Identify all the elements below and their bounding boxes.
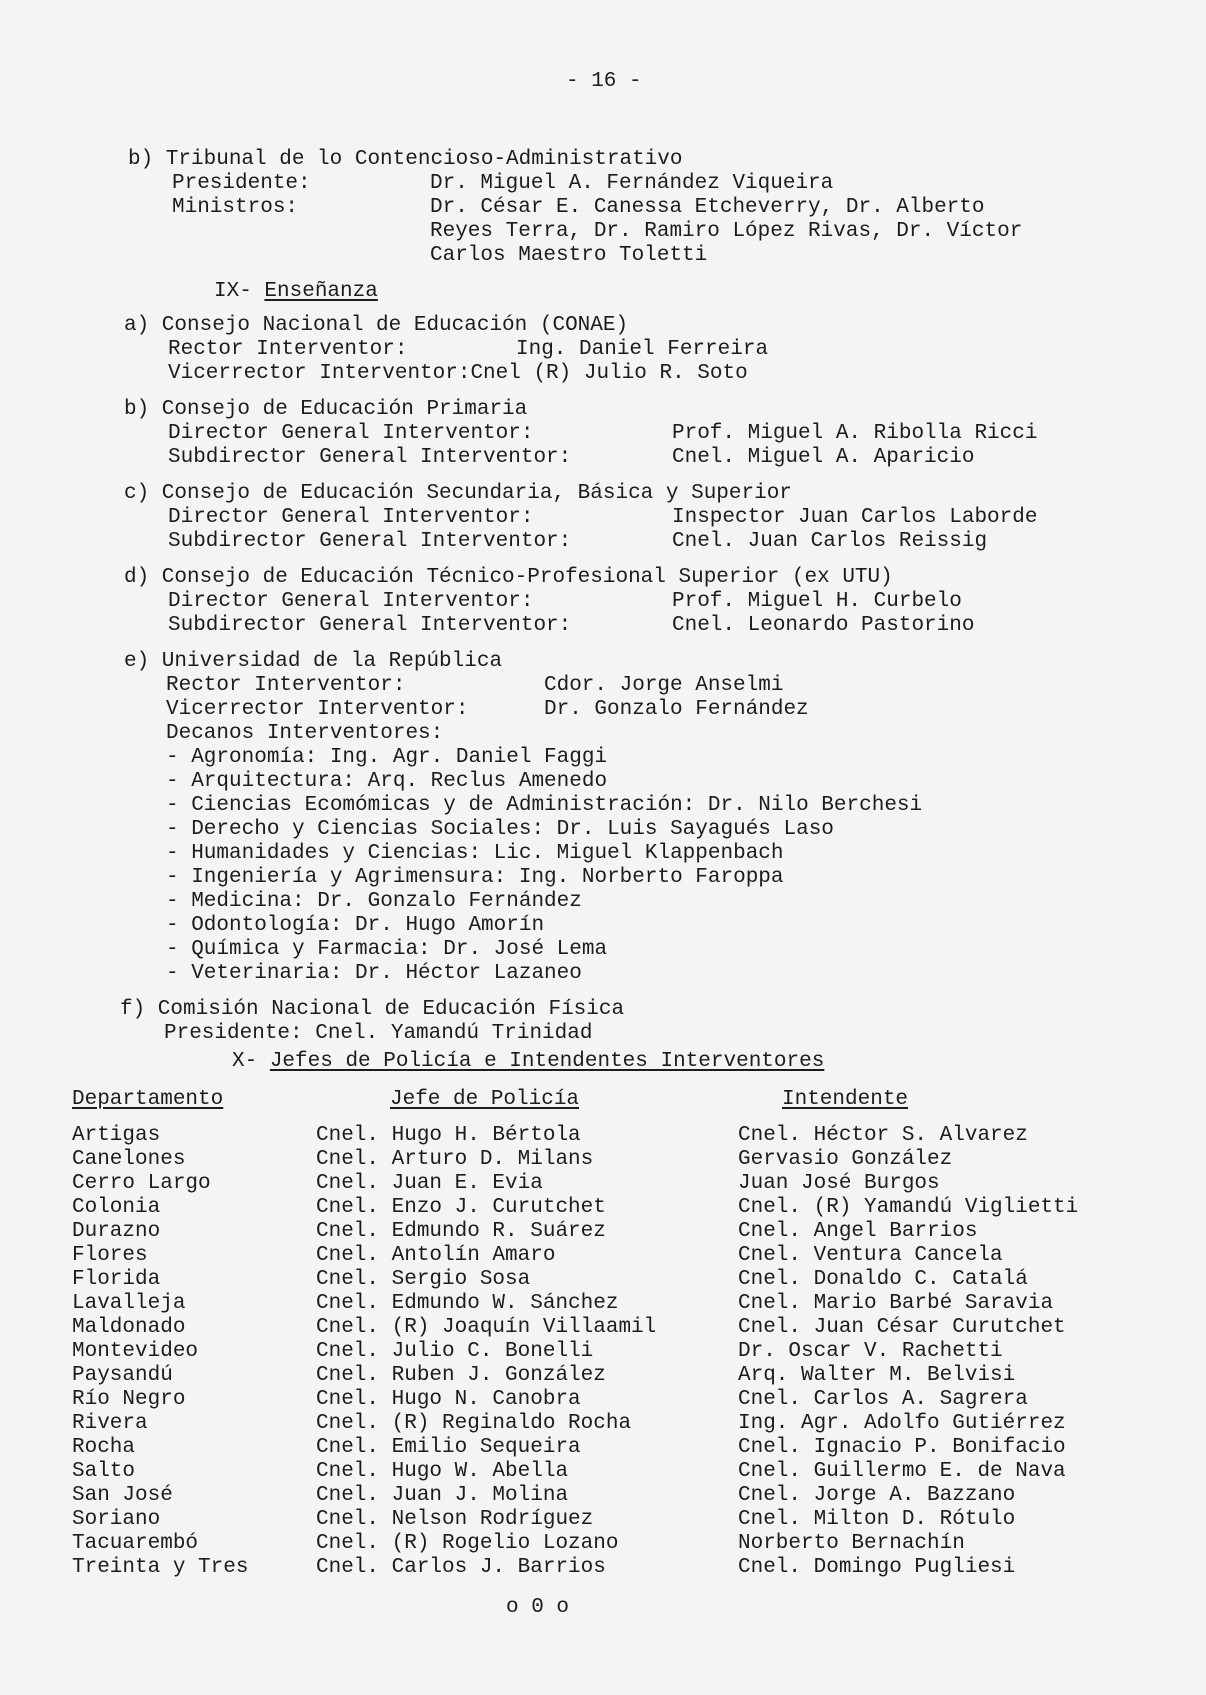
departamento-cell: Colonia: [72, 1196, 161, 1219]
jefes-heading-prefix: X-: [232, 1050, 258, 1073]
tribunal-ministros-line: Carlos Maestro Toletti: [430, 244, 708, 267]
decano-item: - Medicina: Dr. Gonzalo Fernández: [166, 890, 582, 913]
decano-item: - Ingeniería y Agrimensura: Ing. Norberto Faroppa: [166, 866, 784, 889]
jefe-cell: Cnel. Hugo H. Bértola: [316, 1124, 581, 1147]
departamento-cell: Montevideo: [72, 1340, 199, 1363]
departamento-cell: Durazno: [72, 1220, 161, 1243]
jefe-cell: Cnel. Edmundo W. Sánchez: [316, 1292, 619, 1315]
intendente-cell: Juan José Burgos: [738, 1172, 940, 1195]
intendente-cell: Cnel. Jorge A. Bazzano: [738, 1484, 1016, 1507]
tribunal-ministros-line: Reyes Terra, Dr. Ramiro López Rivas, Dr. Víctor: [430, 220, 1023, 243]
departamento-cell: Lavalleja: [72, 1292, 186, 1315]
departamento-cell: Cerro Largo: [72, 1172, 211, 1195]
universidad-title: e) Universidad de la República: [124, 650, 503, 673]
decano-item: - Química y Farmacia: Dr. José Lema: [166, 938, 608, 961]
col-header-departamento: Departamento: [72, 1088, 224, 1111]
intendente-cell: Gervasio González: [738, 1148, 953, 1171]
primaria-title: b) Consejo de Educación Primaria: [124, 398, 528, 421]
intendente-cell: Arq. Walter M. Belvisi: [738, 1364, 1016, 1387]
departamento-cell: Treinta y Tres: [72, 1556, 249, 1579]
intendente-cell: Norberto Bernachín: [738, 1532, 965, 1555]
intendente-cell: Cnel. Héctor S. Alvarez: [738, 1124, 1028, 1147]
decano-item: - Agronomía: Ing. Agr. Daniel Faggi: [166, 746, 608, 769]
intendente-cell: Cnel. Ventura Cancela: [738, 1244, 1003, 1267]
tribunal-presidente-label: Presidente:: [172, 172, 311, 195]
jefe-cell: Cnel. Arturo D. Milans: [316, 1148, 594, 1171]
jefe-cell: Cnel. Hugo N. Canobra: [316, 1388, 581, 1411]
jefe-cell: Cnel. (R) Reginaldo Rocha: [316, 1412, 632, 1435]
jefe-cell: Cnel. Carlos J. Barrios: [316, 1556, 606, 1579]
universidad-rector-label: Rector Interventor:: [166, 674, 406, 697]
tecnico-subdirector-value: Cnel. Leonardo Pastorino: [672, 614, 975, 637]
ensenanza-heading-text: Enseñanza: [264, 280, 378, 303]
departamento-cell: Salto: [72, 1460, 136, 1483]
jefe-cell: Cnel. Hugo W. Abella: [316, 1460, 569, 1483]
jefe-cell: Cnel. Ruben J. González: [316, 1364, 606, 1387]
intendente-cell: Cnel. Juan César Curutchet: [738, 1316, 1066, 1339]
departamento-cell: Paysandú: [72, 1364, 173, 1387]
conae-vicerrector: Vicerrector Interventor:Cnel (R) Julio R. Soto: [168, 362, 748, 385]
universidad-vicerrector-label: Vicerrector Interventor:: [166, 698, 469, 721]
tribunal-heading: b) Tribunal de lo Contencioso-Administrativo: [128, 148, 683, 171]
departamento-cell: Artigas: [72, 1124, 161, 1147]
conae-rector-label: Rector Interventor:: [168, 338, 408, 361]
decano-item: - Ciencias Ecomómicas y de Administración: Dr. Nilo Berchesi: [166, 794, 923, 817]
tribunal-presidente-value: Dr. Miguel A. Fernández Viqueira: [430, 172, 834, 195]
educacion-fisica-title: f) Comisión Nacional de Educación Física: [120, 998, 625, 1021]
conae-title: a) Consejo Nacional de Educación (CONAE): [124, 314, 629, 337]
tecnico-director-label: Director General Interventor:: [168, 590, 534, 613]
departamento-cell: Rivera: [72, 1412, 148, 1435]
departamento-cell: Maldonado: [72, 1316, 186, 1339]
departamento-cell: Río Negro: [72, 1388, 186, 1411]
departamento-cell: Canelones: [72, 1148, 186, 1171]
ensenanza-heading-prefix: IX-: [214, 280, 252, 303]
intendente-cell: Cnel. Milton D. Rótulo: [738, 1508, 1016, 1531]
jefe-cell: Cnel. Emilio Sequeira: [316, 1436, 581, 1459]
departamento-cell: Rocha: [72, 1436, 136, 1459]
decano-item: - Humanidades y Ciencias: Lic. Miguel Klappenbach: [166, 842, 784, 865]
intendente-cell: Ing. Agr. Adolfo Gutiérrez: [738, 1412, 1066, 1435]
tribunal-ministros-label: Ministros:: [172, 196, 299, 219]
departamento-cell: San José: [72, 1484, 173, 1507]
secundaria-subdirector-label: Subdirector General Interventor:: [168, 530, 572, 553]
departamento-cell: Flores: [72, 1244, 148, 1267]
primaria-director-value: Prof. Miguel A. Ribolla Ricci: [672, 422, 1038, 445]
jefe-cell: Cnel. Enzo J. Curutchet: [316, 1196, 606, 1219]
intendente-cell: Cnel. Ignacio P. Bonifacio: [738, 1436, 1066, 1459]
departamento-cell: Tacuarembó: [72, 1532, 199, 1555]
intendente-cell: Dr. Oscar V. Rachetti: [738, 1340, 1003, 1363]
decano-item: - Derecho y Ciencias Sociales: Dr. Luis Sayagués Laso: [166, 818, 834, 841]
col-header-intendente: Intendente: [782, 1088, 909, 1111]
jefe-cell: Cnel. Julio C. Bonelli: [316, 1340, 594, 1363]
jefe-cell: Cnel. (R) Joaquín Villaamil: [316, 1316, 657, 1339]
jefe-cell: Cnel. Juan E. Evia: [316, 1172, 543, 1195]
universidad-rector-value: Cdor. Jorge Anselmi: [544, 674, 784, 697]
departamento-cell: Florida: [72, 1268, 161, 1291]
jefe-cell: Cnel. Antolín Amaro: [316, 1244, 556, 1267]
conae-rector-value: Ing. Daniel Ferreira: [516, 338, 769, 361]
page-number: - 16 -: [566, 70, 642, 93]
tecnico-director-value: Prof. Miguel H. Curbelo: [672, 590, 962, 613]
primaria-director-label: Director General Interventor:: [168, 422, 534, 445]
decanos-label: Decanos Interventores:: [166, 722, 444, 745]
intendente-cell: Cnel. Donaldo C. Catalá: [738, 1268, 1028, 1291]
col-departamento: [72, 1124, 248, 1580]
tecnico-title: d) Consejo de Educación Técnico-Profesional Superior (ex UTU): [124, 566, 893, 589]
secundaria-director-value: Inspector Juan Carlos Laborde: [672, 506, 1038, 529]
intendente-cell: Cnel. Angel Barrios: [738, 1220, 978, 1243]
intendente-cell: Cnel. (R) Yamandú Viglietti: [738, 1196, 1079, 1219]
jefe-cell: Cnel. Sergio Sosa: [316, 1268, 531, 1291]
end-mark: o 0 o: [506, 1596, 570, 1619]
secundaria-subdirector-value: Cnel. Juan Carlos Reissig: [672, 530, 988, 553]
intendente-cell: Cnel. Guillermo E. de Nava: [738, 1460, 1066, 1483]
decano-item: - Odontología: Dr. Hugo Amorín: [166, 914, 545, 937]
educacion-fisica-presidente: Presidente: Cnel. Yamandú Trinidad: [164, 1022, 593, 1045]
intendente-cell: Cnel. Domingo Pugliesi: [738, 1556, 1016, 1579]
intendente-cell: Cnel. Carlos A. Sagrera: [738, 1388, 1028, 1411]
jefe-cell: Cnel. Nelson Rodríguez: [316, 1508, 594, 1531]
tribunal-ministros-line: Dr. César E. Canessa Etcheverry, Dr. Alberto: [430, 196, 985, 219]
col-header-jefe: Jefe de Policía: [390, 1088, 580, 1111]
decano-item: - Arquitectura: Arq. Reclus Amenedo: [166, 770, 608, 793]
departamento-cell: Soriano: [72, 1508, 161, 1531]
col-intendente: [738, 1124, 1078, 1580]
jefes-heading: [232, 1050, 824, 1074]
decano-item: - Veterinaria: Dr. Héctor Lazaneo: [166, 962, 582, 985]
jefe-cell: Cnel. Edmundo R. Suárez: [316, 1220, 606, 1243]
primaria-subdirector-label: Subdirector General Interventor:: [168, 446, 572, 469]
secundaria-director-label: Director General Interventor:: [168, 506, 534, 529]
universidad-vicerrector-value: Dr. Gonzalo Fernández: [544, 698, 809, 721]
primaria-subdirector-value: Cnel. Miguel A. Aparicio: [672, 446, 975, 469]
intendente-cell: Cnel. Mario Barbé Saravia: [738, 1292, 1054, 1315]
col-jefe: [316, 1124, 656, 1580]
ensenanza-heading: [214, 280, 378, 304]
jefe-cell: Cnel. Juan J. Molina: [316, 1484, 569, 1507]
tecnico-subdirector-label: Subdirector General Interventor:: [168, 614, 572, 637]
jefes-heading-text: Jefes de Policía e Intendentes Interventores: [269, 1050, 825, 1073]
secundaria-title: c) Consejo de Educación Secundaria, Básica y Superior: [124, 482, 792, 505]
jefe-cell: Cnel. (R) Rogelio Lozano: [316, 1532, 619, 1555]
